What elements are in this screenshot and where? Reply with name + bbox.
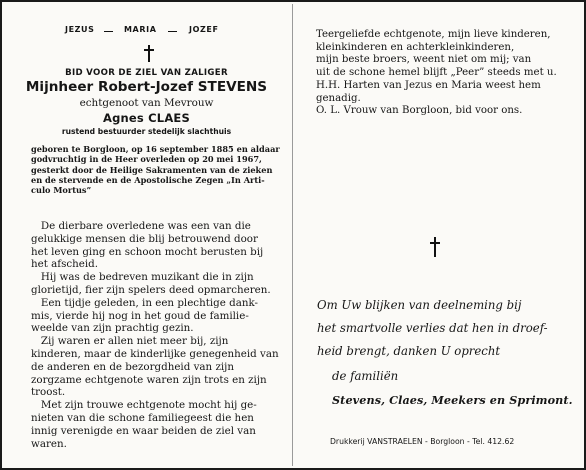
birth-line: culo Mortus” (31, 185, 92, 196)
spouse-intro: echtgenoot van Mevrouw (79, 97, 214, 109)
birth-line: en de stervende en de Apostolische Zegen „In Arti- (31, 174, 265, 185)
eulogy-line: Zij waren er allen niet meer bij, zijn (31, 335, 229, 348)
eulogy-line: mis, vierde hij nog in het goud de familie- (31, 309, 249, 322)
eulogy-line: kinderen, maar de kinderlijke genegenheid van (31, 347, 279, 360)
right-page (294, 0, 586, 470)
farewell-line: mijn beste broers, weent niet om mij; van (316, 54, 532, 66)
cross-icon (144, 45, 154, 62)
farewell-line: uit de schone hemel blijft „Peer” steeds met u. (316, 67, 557, 79)
eulogy-line: Met zijn trouwe echtgenote mocht hij ge- (31, 399, 257, 412)
thanks-line: het smartvolle verlies dat hen in droef- (317, 321, 548, 335)
farewell-text (316, 29, 578, 118)
eulogy-line: troost. (31, 386, 66, 399)
holy-name-jezus: JEZUS (65, 25, 95, 34)
eulogy-line: het afscheid. (31, 258, 99, 271)
farewell-line: genadig. (316, 92, 361, 104)
farewell-line: O. L. Vrouw van Borgloon, bid voor ons. (316, 105, 523, 117)
farewell-line: H.H. Harten van Jezus en Maria weest hem (316, 79, 541, 91)
eulogy-line: Een tijdje geleden, in een plechtige dank- (31, 296, 258, 309)
spouse-name: Agnes CLAES (103, 111, 190, 125)
eulogy-text (31, 220, 283, 450)
eulogy-line: het leven ging en schoon mocht berusten bij (31, 245, 264, 258)
farewell-line: Teergeliefde echtgenote, mijn lieve kinderen, (316, 29, 551, 40)
birth-line: geboren te Borgloon, op 16 september 1885 en aldaar (31, 144, 280, 154)
eulogy-line: nieten van die schone familiegeest die hen (31, 411, 254, 424)
eulogy-line: gelukkige mensen die blij betrouwend door (31, 232, 258, 245)
dash-1 (104, 31, 113, 32)
thanks-line: heid brengt, danken U oprecht (317, 344, 501, 358)
birth-death-details (31, 144, 281, 195)
eulogy-line: weelde van zijn prachtig gezin. (31, 322, 194, 335)
birth-line: gesterkt door de Heilige Sakramenten van de zieken (31, 164, 273, 175)
deceased-name: Mijnheer Robert-Jozef STEVENS (25, 79, 268, 95)
cross-icon (430, 237, 440, 257)
family-names: Stevens, Claes, Meekers en Sprimont. (332, 393, 573, 407)
farewell-line: kleinkinderen en achterkleinkinderen, (316, 41, 515, 53)
prayer-line: BID VOOR DE ZIEL VAN ZALIGER (65, 68, 228, 78)
printer-credit: Drukkerij VANSTRAELEN - Borgloon - Tel. 412.62 (330, 437, 515, 446)
dash-2 (168, 31, 177, 32)
eulogy-line: innig verenigde en waar beiden de ziel van (31, 424, 256, 437)
eulogy-line: Hij was de bedreven muzikant die in zijn (31, 271, 254, 284)
eulogy-line: zorgzame echtgenote waren zijn trots en zijn (31, 373, 267, 386)
families-intro: de familiën (332, 369, 399, 383)
eulogy-line: De dierbare overledene was een van die (31, 220, 251, 232)
eulogy-line: de anderen en de bezorgdheid van zijn (31, 360, 234, 373)
holy-name-jozef: JOZEF (189, 25, 219, 34)
eulogy-line: glorietijd, fier zijn spelers deed opmarcheren. (31, 283, 271, 296)
birth-line: godvruchtig in de Heer overleden op 20 mei 1967, (31, 154, 262, 165)
eulogy-line: waren. (31, 437, 67, 450)
occupation: rustend bestuurder stedelijk slachthuis (61, 127, 232, 136)
holy-name-maria: MARIA (124, 25, 157, 34)
thanks-line: Om Uw blijken van deelneming bij (317, 298, 522, 312)
